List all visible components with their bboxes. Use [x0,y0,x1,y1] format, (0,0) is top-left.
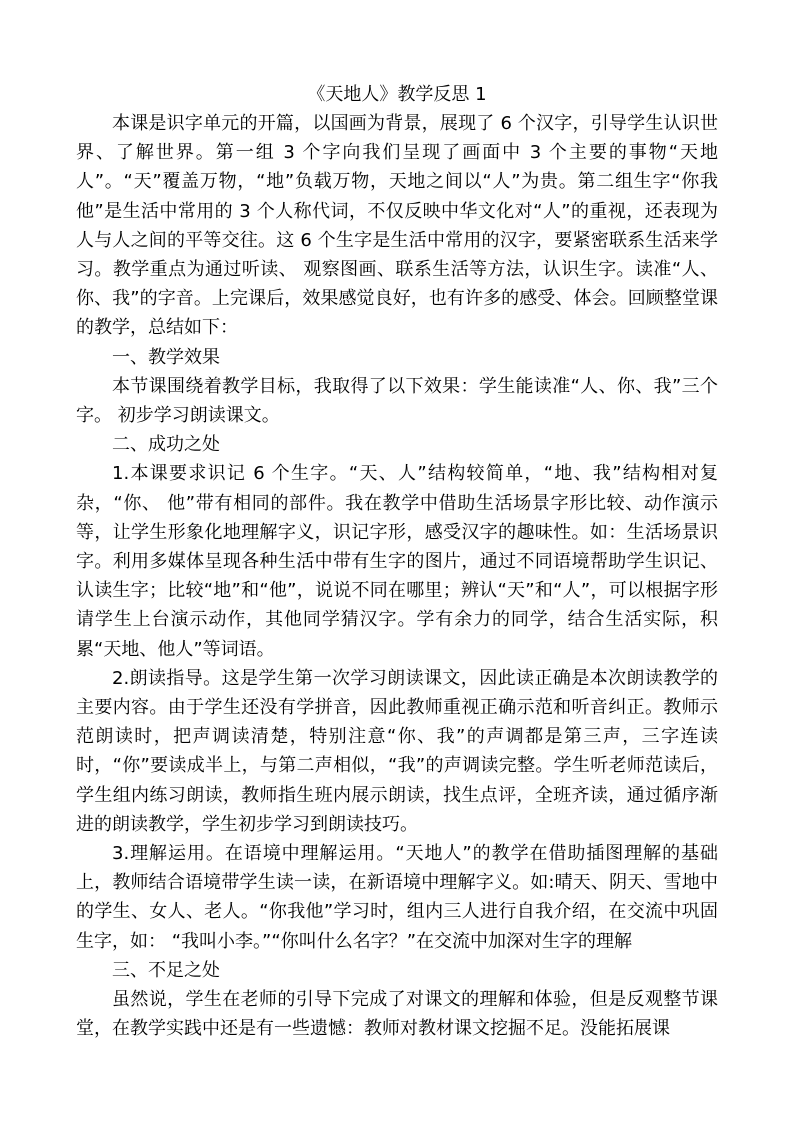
intro-paragraph: 本课是识字单元的开篇，以国画为背景，展现了 6 个汉字，引导学生认识世界、了解世界。第一组 3 个字向我们呈现了画面中 3 个主要的事物“天地人”。“天”覆盖万物，“地”负载万物，天地之间以“人”为贵。第二组生字“你我他”是生活中常用的 3 个人称代词，不仅反映中华文化对“人”的重视，还表现为人与人之间的平等交往。这 6 个生字是生活中常用的汉字，要紧密联系生活来学习。教学重点为通过听读、 观察图画、联系生活等方法，认识生字。读准“人、你、我”的字音。上完课后，效果感觉良好，也有许多的感受、体会。回顾整堂课的教学，总结如下： [76,113,718,339]
success-point-1: 1.本课要求识记 6 个生字。“天、人”结构较简单，“地、我”结构相对复杂，“你、 他”带有相同的部件。我在教学中借助生活场景字形比较、动作演示等，让学生形象化地理解字义，识记字形，感受汉字的趣味性。如：生活场景识字。利用多媒体呈现各种生活中带有生字的图片，通过不同语境帮助学生识记、认读生字；比较“地”和“他”，说说不同在哪里；辨认“天”和“人”，可以根据字形请学生上台演示动作，其他同学猜汉字。学有余力的同学，结合生活实际，积累“天地、他人”等词语。 [76,463,718,660]
success-point-2: 2.朗读指导。这是学生第一次学习朗读课文，因此读正确是本次朗读教学的主要内容。由于学生还没有学拼音，因此教师重视正确示范和听音纠正。教师示范朗读时，把声调读清楚，特别注意“你、我”的声调都是第三声，三字连读时，“你”要读成半上，与第二声相似，“我”的声调读完整。学生听老师范读后，学生组内练习朗读，教师指生班内展示朗读，找生点评，全班齐读，通过循序渐进的朗读教学，学生初步学习到朗读技巧。 [76,667,718,835]
effect-paragraph: 本节课围绕着教学目标，我取得了以下效果：学生能读准“人、你、我”三个字。 初步学习朗读课文。 [76,375,718,427]
section-heading-shortcoming: 三、不足之处 [112,959,220,981]
success-point-3: 3.理解运用。在语境中理解运用。“天地人”的教学在借助插图理解的基础上，教师结合语境带学生读一读，在新语境中理解字义。如:晴天、阴天、雪地中的学生、女人、老人。“你我他”学习时，组内三人进行自我介绍，在交流中巩固生字，如： “我叫小李。”“你叫什么名字？”在交流中加深对生字的理解 [76,843,718,952]
document-title: 《天地人》教学反思 1 [307,84,487,105]
document-body [76,80,718,1044]
shortcoming-paragraph: 虽然说，学生在老师的引导下完成了对课文的理解和体验，但是反观整节课堂，在教学实践中还是有一些遗憾：教师对教材课文挖掘不足。没能拓展课 [76,989,718,1040]
section-heading-success: 二、成功之处 [112,434,220,456]
section-heading-effect: 一、教学效果 [112,346,220,368]
